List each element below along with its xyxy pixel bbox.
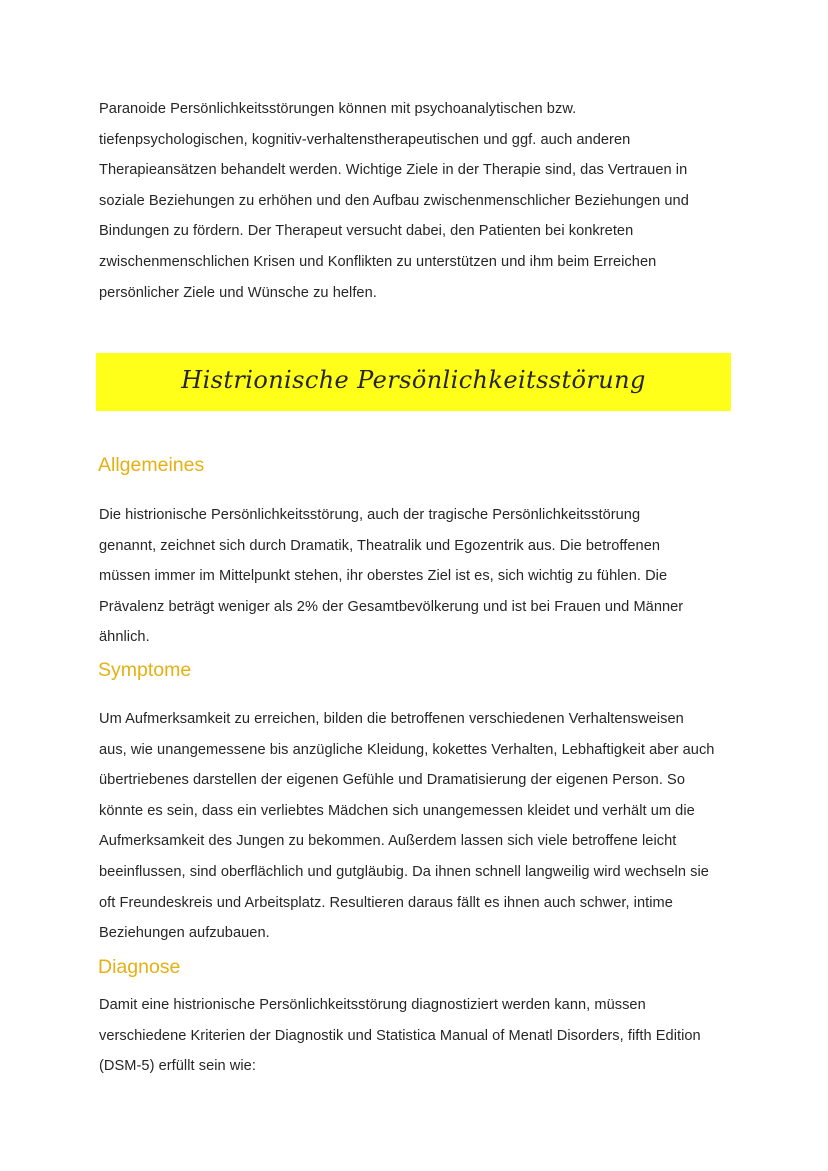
paragraph-line: müssen immer im Mittelpunkt stehen, ihr oberstes Ziel ist es, sich wichtig zu fühlen. Die [99,568,668,585]
paragraph-line: Die histrionische Persönlichkeitsstörung, auch der tragische Persönlichkeitsstörung [99,507,641,523]
heading-diagnose: Diagnose [98,956,181,978]
diagnose-paragraph [99,990,739,1082]
intro-line: persönlicher Ziele und Wünsche zu helfen. [99,284,377,301]
banner-title: Histrionische Persönlichkeitsstörung [181,366,646,394]
paragraph-line: Aufmerksamkeit des Jungen zu bekommen. Außerdem lassen sich viele betroffene leicht [99,833,677,850]
paragraph-line: könnte es sein, dass ein verliebtes Mädchen sich unangemessen kleidet und verhält um die [99,802,695,819]
title-banner [96,353,731,411]
paragraph-line: Um Aufmerksamkeit zu erreichen, bilden die betroffenen verschiedenen Verhaltensweisen [99,711,684,727]
intro-line: Therapieansätzen behandelt werden. Wichtige Ziele in der Therapie sind, das Vertrauen in [99,162,688,179]
paragraph-line: Prävalenz beträgt weniger als 2% der Gesamtbevölkerung und ist bei Frauen und Männer [99,598,684,615]
paragraph-line: Beziehungen aufzubauen. [99,925,270,942]
paragraph-line: übertriebenes darstellen der eigenen Gefühle und Dramatisierung der eigenen Person. So [99,772,685,789]
paragraph-line: Damit eine histrionische Persönlichkeitsstörung diagnostiziert werden kann, müssen [99,997,646,1013]
intro-line: zwischenmenschlichen Krisen und Konflikten zu unterstützen und ihm beim Erreichen [99,253,657,270]
paragraph-line: oft Freundeskreis und Arbeitsplatz. Resultieren daraus fällt es ihnen auch schwer, intime [99,894,673,911]
allgemeines-paragraph [99,500,739,653]
intro-line: Bindungen zu fördern. Der Therapeut versucht dabei, den Patienten bei konkreten [99,223,634,240]
paragraph-line: ähnlich. [99,629,150,646]
intro-line: soziale Beziehungen zu erhöhen und den Aufbau zwischenmenschlicher Beziehungen und [99,192,689,209]
heading-allgemeines: Allgemeines [98,454,205,476]
paragraph-line: beeinflussen, sind oberflächlich und gutgläubig. Da ihnen schnell langweilig wird wechseln sie [99,863,709,880]
heading-symptome: Symptome [98,659,192,681]
intro-line: tiefenpsychologischen, kognitiv-verhaltenstherapeutischen und ggf. auch anderen [99,131,631,148]
intro-line: Paranoide Persönlichkeitsstörungen können mit psychoanalytischen bzw. [99,101,577,117]
paragraph-line: aus, wie unangemessene bis anzügliche Kleidung, kokettes Verhalten, Lebhaftigkeit aber auch [99,741,715,758]
symptome-paragraph [99,704,739,949]
intro-paragraph [99,94,739,308]
paragraph-line: verschiedene Kriterien der Diagnostik und Statistica Manual of Menatl Disorders, fifth Edition [99,1027,701,1044]
paragraph-line: (DSM-5) erfüllt sein wie: [99,1058,256,1075]
paragraph-line: genannt, zeichnet sich durch Dramatik, Theatralik und Egozentrik aus. Die betroffenen [99,537,661,554]
